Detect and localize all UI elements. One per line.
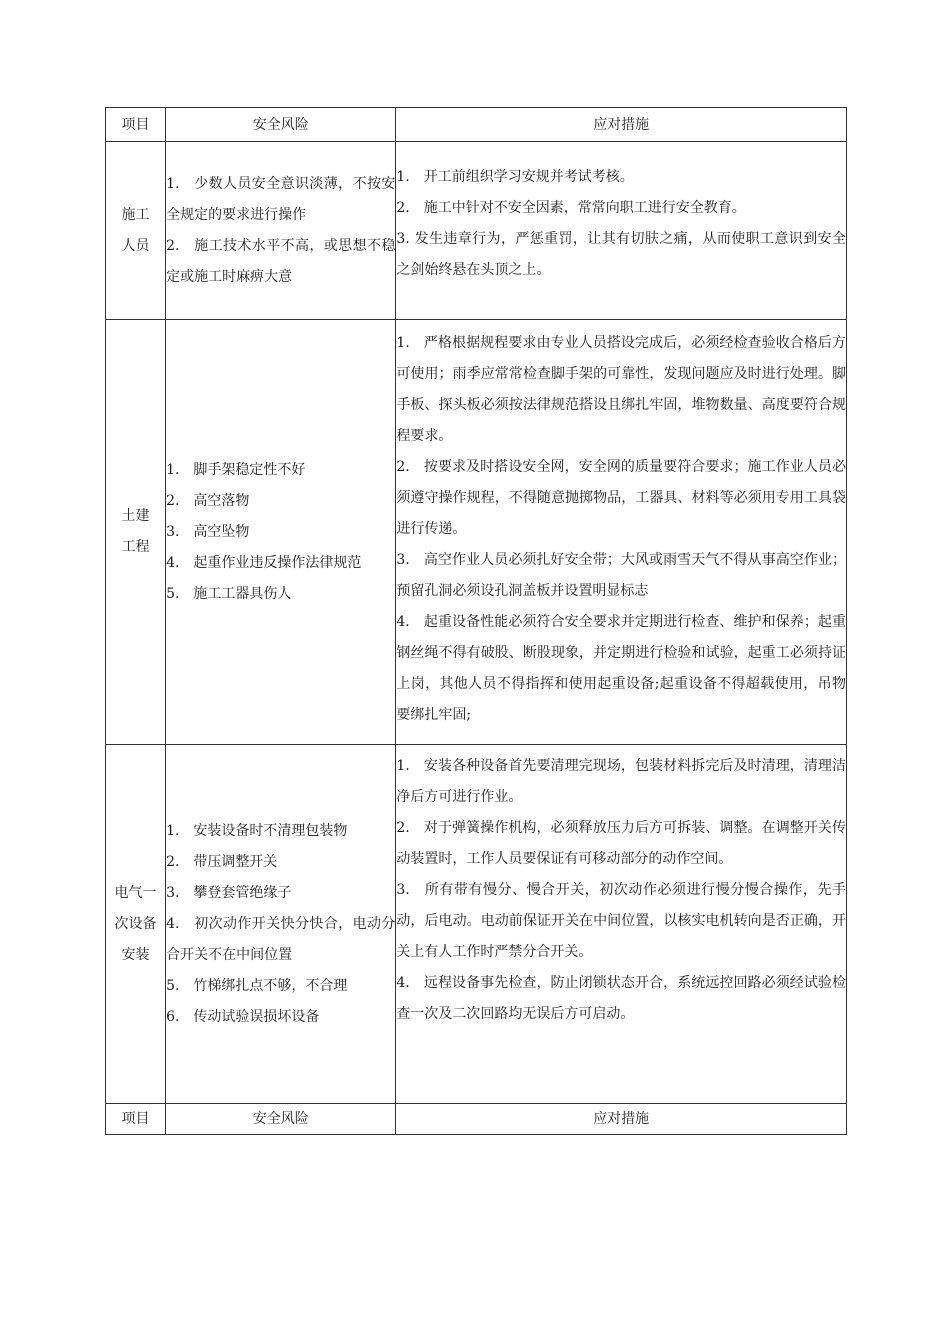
measure-item: 1. 开工前组织学习安规并考试考核。 — [396, 169, 634, 185]
table-row — [106, 320, 847, 745]
measures-cell — [396, 320, 847, 745]
measures-cell — [396, 745, 847, 1104]
table-row — [106, 142, 847, 320]
safety-risk-table — [105, 107, 847, 1135]
item-label: 次设备 — [114, 915, 157, 932]
measure-item: 2. 按要求及时搭设安全网，安全网的质量要符合要求；施工作业人员必须遵守操作规程，不得随意抛掷物品，工器具、材料等必须用专用工具袋进行传递。 — [396, 459, 846, 537]
row-item-cell — [106, 320, 166, 745]
risk-item: 2. 带压调整开关 — [166, 853, 278, 870]
risk-item: 1. 安装设备时不清理包装物 — [166, 822, 348, 839]
item-label: 安装 — [121, 946, 150, 963]
header-measures: 应对措施 — [396, 108, 847, 142]
risk-item: 2. 高空落物 — [166, 492, 250, 509]
header-item: 项目 — [106, 108, 166, 142]
table-footer-header-row — [106, 1104, 847, 1135]
item-label: 土建 — [121, 508, 150, 524]
risk-item: 5. 竹梯绑扎点不够，不合理 — [166, 977, 348, 994]
measure-item: 2. 对于弹簧操作机构，必须释放压力后方可拆装、调整。在调整开关传动装置时，工作人员要保证有可移动部分的动作空间。 — [396, 820, 846, 867]
row-item-cell — [106, 142, 166, 320]
risk-cell — [166, 320, 396, 745]
item-label: 施工 — [121, 206, 150, 223]
risk-item: 4. 起重作业违反操作法律规范 — [166, 554, 362, 571]
measure-item: 4. 起重设备性能必须符合安全要求并定期进行检查、维护和保养；起重钢丝绳不得有破股、断股现象，并定期进行检验和试验，起重工必须持证上岗，其他人员不得指挥和使用起重设备;起重设备不得超载使用，吊物要绑扎牢固; — [396, 614, 846, 723]
measures-cell — [396, 142, 847, 320]
risk-item: 3. 攀登套管绝缘子 — [166, 884, 292, 901]
risk-item: 5. 施工工器具伤人 — [166, 585, 292, 602]
row-item-cell — [106, 745, 166, 1104]
header-risk: 安全风险 — [166, 108, 396, 142]
risk-item: 1. 脚手架稳定性不好 — [166, 461, 306, 478]
risk-item: 3. 高空坠物 — [166, 523, 250, 540]
item-label: 工程 — [121, 539, 150, 555]
measure-item: 3. 所有带有慢分、慢合开关，初次动作必须进行慢分慢合操作，先手动，后电动。电动前保证开关在中间位置，以核实电机转向是否正确，开关上有人工作时严禁分合开关。 — [396, 882, 846, 960]
header-item: 项目 — [106, 1104, 166, 1135]
measure-item: 1. 严格根据规程要求由专业人员搭设完成后，必须经检查验收合格后方可使用；雨季应常常检查脚手架的可靠性，发现问题应及时进行处理。脚手板、探头板必须按法律规范搭设且绑扎牢固，堆物数量、高度要符合规程要求。 — [396, 335, 846, 444]
measure-item: 4. 远程设备事先检查，防止闭锁状态开合，系统远控回路必须经试验检查一次及二次回路均无误后方可启动。 — [396, 975, 846, 1022]
table-row — [106, 745, 847, 1104]
item-label: 人员 — [121, 237, 150, 254]
measure-item: 1. 安装各种设备首先要清理完现场，包装材料拆完后及时清理，清理洁净后方可进行作业。 — [396, 758, 846, 805]
header-risk: 安全风险 — [166, 1104, 396, 1135]
risk-cell — [166, 142, 396, 320]
risk-item: 1. 少数人员安全意识淡薄，不按安全规定的要求进行操作 — [166, 175, 396, 223]
measure-item: 3. 高空作业人员必须扎好安全带；大风或雨雪天气不得从事高空作业；预留孔洞必须设孔洞盖板并设置明显标志 — [396, 552, 846, 599]
table-header-row — [106, 108, 847, 142]
risk-item: 2. 施工技术水平不高，或思想不稳定或施工时麻痹大意 — [166, 237, 396, 285]
risk-item: 4. 初次动作开关快分快合，电动分合开关不在中间位置 — [166, 915, 396, 963]
item-label: 电气一 — [114, 884, 157, 901]
measure-item: 2. 施工中针对不安全因素，常常向职工进行安全教育。 — [396, 200, 746, 216]
risk-item: 6. 传动试验误损坏设备 — [166, 1008, 320, 1025]
measure-item: 3. 发生违章行为，严惩重罚，让其有切肤之痛，从而使职工意识到安全之剑始终悬在头顶之上。 — [396, 231, 846, 278]
risk-cell — [166, 745, 396, 1104]
header-measures: 应对措施 — [396, 1104, 847, 1135]
